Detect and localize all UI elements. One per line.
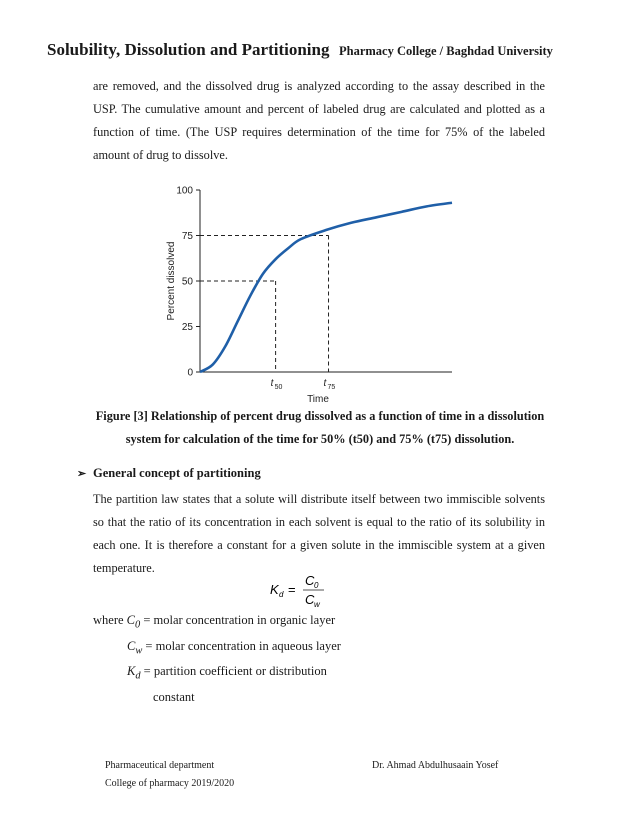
definition-row (93, 610, 341, 636)
definition-text: = molar concentration in aqueous layer (145, 638, 341, 653)
figure-caption (82, 405, 558, 451)
y-tick-label: 25 (181, 322, 193, 333)
formula-lhs-sub: d (279, 590, 284, 599)
dissolution-chart (160, 178, 470, 408)
y-tick-label: 50 (181, 276, 193, 288)
formula-denominator-sub: w (314, 600, 320, 609)
definition-symbol: C (126, 613, 136, 627)
x-tick-label: t (323, 378, 327, 389)
formula-equals: = (288, 582, 296, 597)
definition-text-continued: constant (153, 689, 195, 704)
x-tick-label-sub: 75 (327, 384, 336, 391)
definition-row (93, 636, 341, 662)
definition-symbol: C (127, 638, 136, 653)
page-header-institution: Pharmacy College / Baghdad University (339, 44, 553, 58)
definition-text: = partition coefficient or distribution (143, 664, 327, 678)
definition-symbol-sub: d (135, 670, 141, 682)
figure-caption-line1: Figure [3] Relationship of percent drug dissolved as a function of time in a dissolution (95, 409, 545, 423)
x-tick-label-sub: 50 (274, 384, 283, 391)
formula-lhs: K (270, 582, 279, 597)
figure-caption-line2: system for calculation of the time for 50% (t50) and 75% (t75) dissolution. (125, 432, 515, 446)
x-tick-label: t (270, 378, 274, 389)
page-header-title: Solubility, Dissolution and Partitioning (47, 40, 330, 59)
formula-numerator-sub: 0 (314, 581, 319, 590)
body-paragraph-partitioning: The partition law states that a solute will distribute itself between two immiscible solvents so that the ratio of its concentration in each solvent is equal to the ratio of its solubility in each one. It is therefore a constant for a given solute in the immiscible system at a given temperature. (93, 492, 545, 575)
y-tick-label: 100 (176, 185, 193, 197)
footer-college: College of pharmacy 2019/2020 (105, 778, 235, 789)
body-paragraph-dissolution: are removed, and the dissolved drug is analyzed according to the assay described in the USP. The cumulative amount and percent of labeled drug are calculated and plotted as a function of time. (The USP requires determination of the time for 75% of the labeled amount of drug to dissolve. (93, 79, 545, 162)
y-tick-label: 75 (181, 231, 193, 242)
footer-author: Dr. Ahmad Abdulhusaain Yosef (372, 760, 499, 771)
arrow-bullet-icon: ➢ (77, 468, 87, 480)
partition-formula (268, 568, 358, 612)
x-axis-label: Time (307, 394, 329, 405)
dissolution-curve (200, 203, 452, 372)
definition-symbol-sub: 0 (135, 619, 141, 631)
y-axis-label: Percent dissolved (166, 241, 177, 321)
section-heading-text: General concept of partitioning (93, 466, 261, 480)
definition-symbol-sub: w (135, 645, 143, 656)
definition-text: = molar concentration in organic layer (143, 613, 336, 627)
section-heading (77, 466, 261, 481)
definition-row (93, 661, 341, 687)
footer-department: Pharmaceutical department (105, 760, 215, 771)
formula-denominator: C (305, 592, 315, 607)
definition-symbol: K (127, 664, 136, 678)
definitions-list (93, 610, 341, 707)
formula-numerator: C (305, 573, 315, 588)
y-tick-label: 0 (187, 367, 193, 379)
definition-where: where (93, 613, 124, 627)
definition-row (93, 687, 341, 707)
